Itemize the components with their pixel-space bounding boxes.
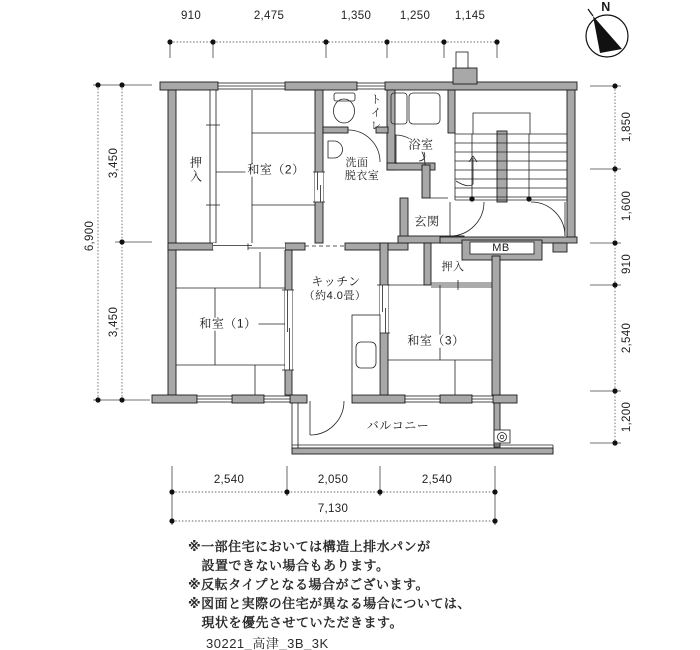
room-label-balcony: バルコニー — [366, 418, 430, 433]
dim-right-3: 910 — [621, 253, 633, 275]
dim-left-total: 6,900 — [84, 220, 96, 252]
dim-top-5: 1,145 — [454, 10, 486, 22]
room-label-washitsu-3: 和室（3） — [407, 333, 465, 348]
room-label-oshiire-3: 押入 — [441, 261, 465, 273]
compass-north-label: N — [601, 0, 611, 14]
room-label-washroom-1: 洗面 — [345, 157, 369, 169]
room-label-toilet: トイレ — [369, 93, 381, 133]
room-label-washitsu-1: 和室（1） — [199, 316, 257, 331]
note-line-1: ※一部住宅においては構造上排水パンが — [188, 539, 431, 554]
dim-top-1: 910 — [180, 10, 202, 22]
room-label-genkan: 玄関 — [414, 214, 440, 229]
room-label-mb: MB — [492, 242, 510, 254]
room-label-washroom-2: 脱衣室 — [344, 170, 380, 182]
note-line-5: 現状を優先させていただきます。 — [188, 615, 403, 630]
dim-top-3: 1,350 — [340, 10, 372, 22]
drawing-id: 30221_高津_3B_3K — [206, 636, 329, 650]
note-line-3: ※反転タイプとなる場合がございます。 — [188, 577, 429, 592]
room-label-bath: 浴室 — [408, 137, 434, 152]
dim-right-4: 2,540 — [621, 322, 633, 354]
dim-bottom-3: 2,540 — [421, 474, 453, 486]
room-label-oshiire-2: 押入 — [188, 156, 203, 184]
dim-left-1: 3,450 — [108, 147, 120, 179]
dim-top-4: 1,250 — [399, 10, 431, 22]
dim-right-2: 1,600 — [621, 190, 633, 222]
room-label-washitsu-2: 和室（2） — [247, 162, 305, 177]
dim-bottom-1: 2,540 — [213, 474, 245, 486]
room-label-kitchen-1: キッチン — [311, 274, 361, 289]
note-line-2: 設置できない場合もあります。 — [188, 558, 390, 573]
dim-bottom-total: 7,130 — [317, 503, 349, 515]
dim-bottom-2: 2,050 — [317, 474, 349, 486]
compass-icon — [586, 9, 628, 57]
dim-right-1: 1,850 — [621, 111, 633, 143]
note-line-4: ※図面と実際の住宅が異なる場合については、 — [188, 596, 471, 611]
dim-right-5: 1,200 — [621, 401, 633, 433]
dim-top-2: 2,475 — [253, 10, 285, 22]
room-label-kitchen-2: （約4.0畳） — [303, 290, 367, 303]
dim-left-2: 3,450 — [108, 306, 120, 338]
